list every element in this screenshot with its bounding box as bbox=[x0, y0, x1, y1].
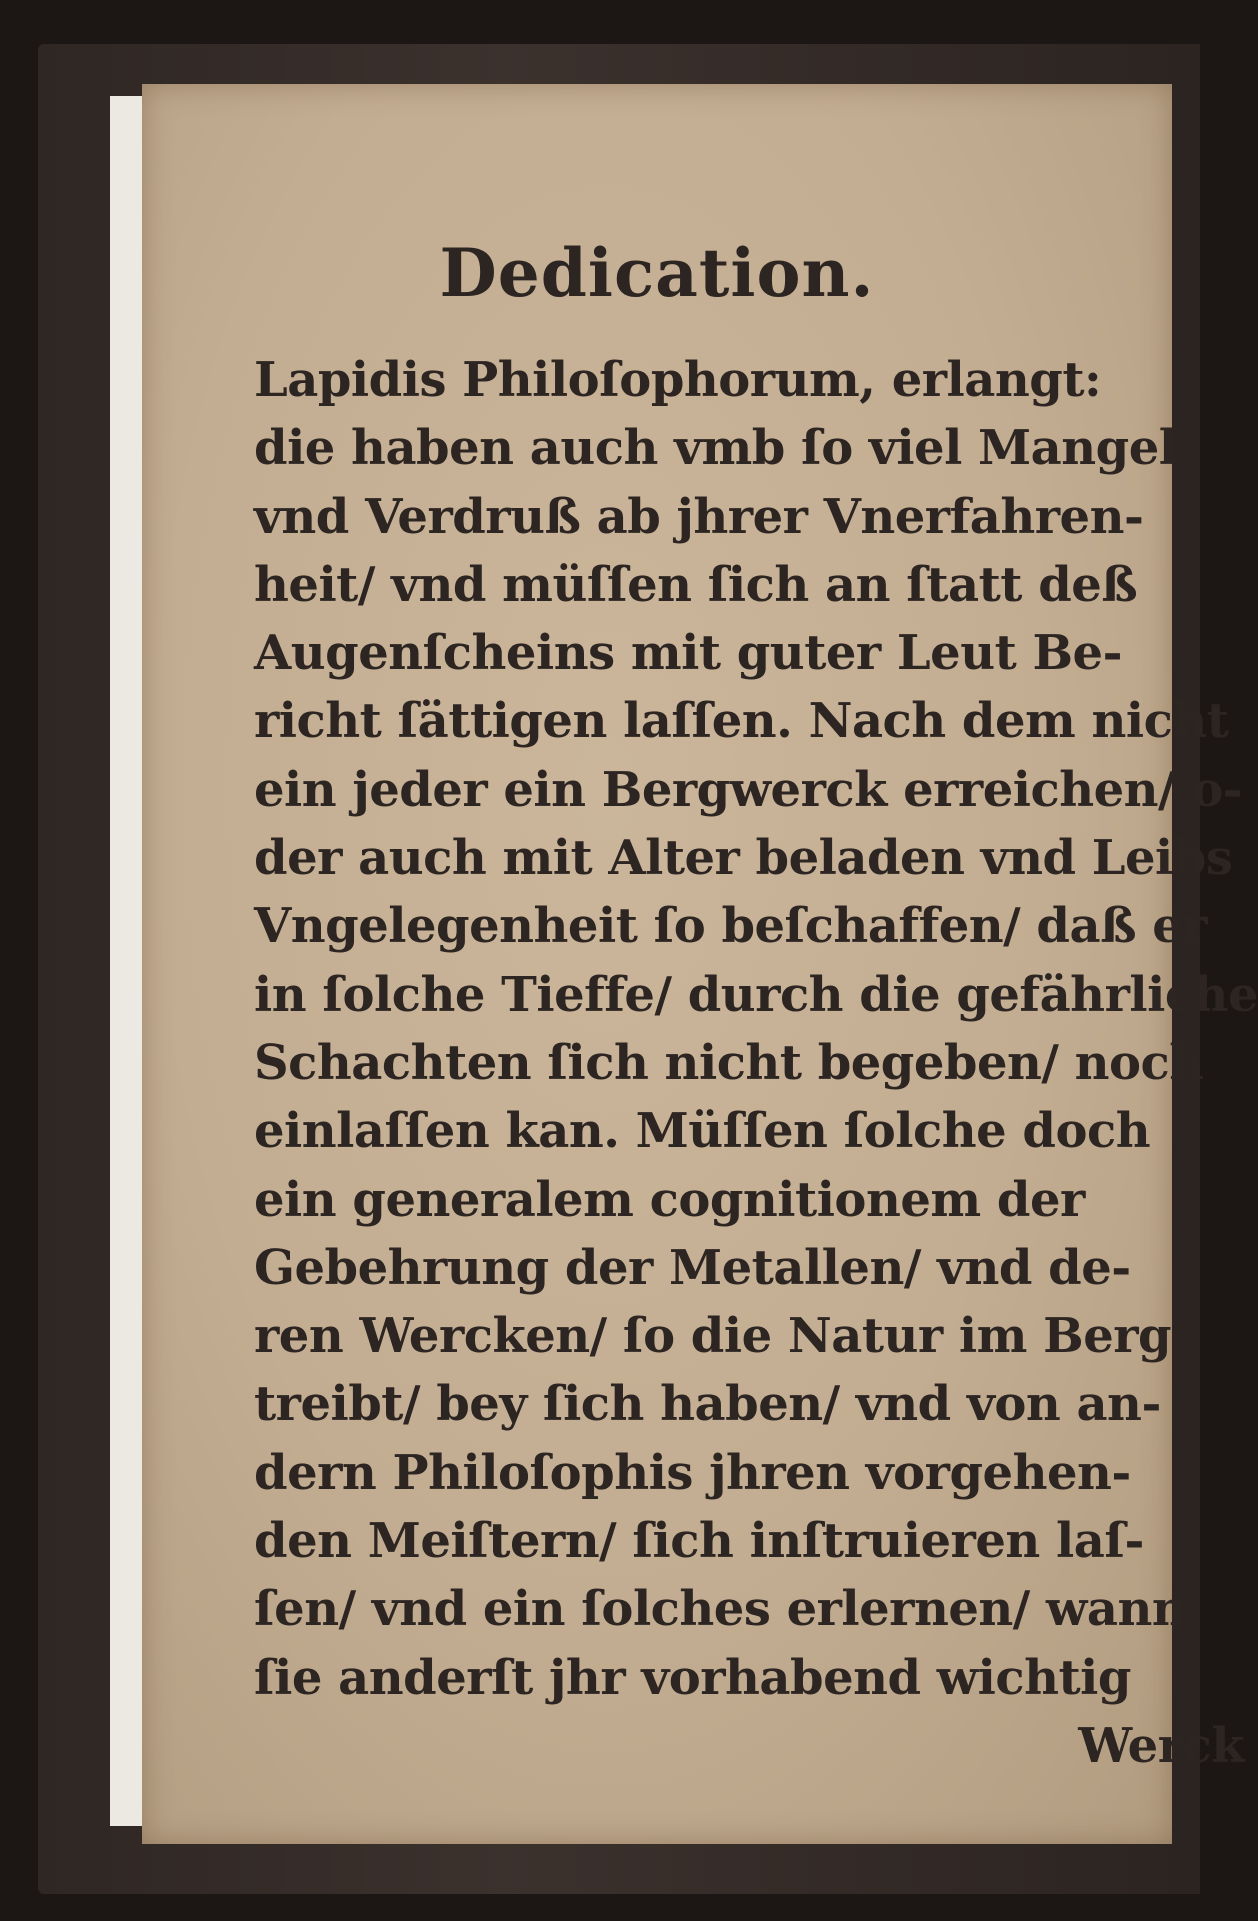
text-line: ſen/ vnd ein ſolches erlernen/ wann bbox=[254, 1581, 1187, 1638]
text-line: die haben auch vmb ſo viel Mangel bbox=[254, 420, 1177, 477]
catchword: Werck bbox=[1078, 1717, 1244, 1774]
text-line: richt ſättigen laſſen. Nach dem nicht bbox=[254, 693, 1229, 750]
text-line: einlaſſen kan. Müſſen ſolche doch bbox=[254, 1103, 1151, 1160]
text-line: Schachten ſich nicht begeben/ noch bbox=[254, 1034, 1204, 1091]
text-line: vnd Verdruß ab jhrer Vnerfahren- bbox=[254, 488, 1144, 545]
text-line: dern Philoſophis jhren vorgehen- bbox=[254, 1444, 1131, 1501]
text-line: ſie anderſt jhr vorhabend wichtig bbox=[254, 1649, 1131, 1706]
text-line: den Meiſtern/ ſich inſtruieren laſ- bbox=[254, 1513, 1144, 1570]
text-line: in ſolche Tieffe/ durch die gefährliche bbox=[254, 966, 1258, 1023]
text-line: ren Wercken/ ſo die Natur im Berg bbox=[254, 1308, 1172, 1365]
page-edge bbox=[110, 96, 144, 1826]
text-line: Augenſcheins mit guter Leut Be- bbox=[254, 625, 1122, 682]
text-line: Lapidis Philoſophorum, erlangt: bbox=[254, 352, 1102, 408]
text-line: treibt/ bey ſich haben/ vnd von an- bbox=[254, 1376, 1161, 1433]
text-line: ein generalem cognitionem der bbox=[254, 1171, 1085, 1228]
book-page bbox=[142, 84, 1258, 1844]
text-line: Gebehrung der Metallen/ vnd de- bbox=[254, 1239, 1131, 1296]
body-text bbox=[254, 346, 1258, 1780]
text-line: der auch mit Alter beladen vnd Leibs bbox=[254, 830, 1233, 887]
text-line: heit/ vnd müſſen ſich an ſtatt deß bbox=[254, 556, 1138, 613]
page-heading: Dedication. bbox=[439, 234, 875, 312]
text-line: ein jeder ein Bergwerck erreichen/ o- bbox=[254, 761, 1243, 818]
text-line: Vngelegenheit ſo beſchaffen/ daß er bbox=[254, 898, 1208, 955]
